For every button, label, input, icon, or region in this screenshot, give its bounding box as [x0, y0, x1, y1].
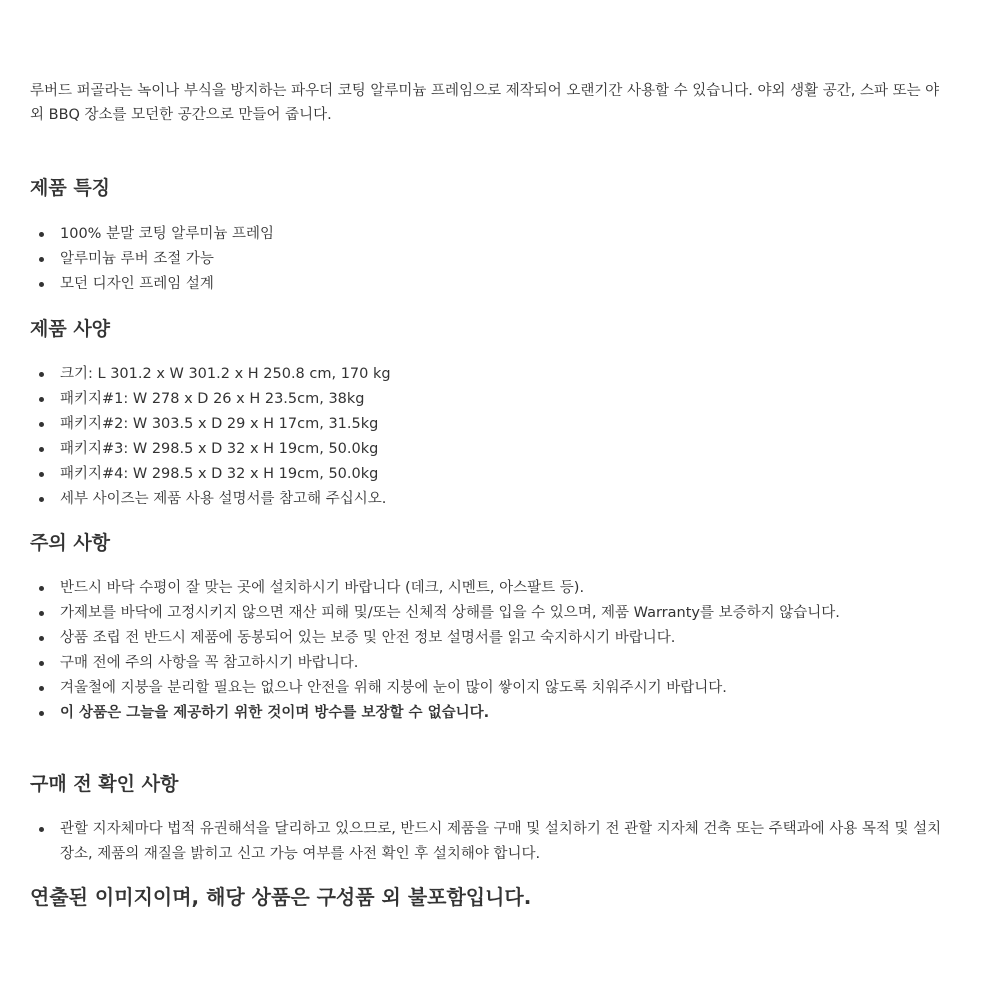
list-item: 모던 디자인 프레임 설계	[30, 272, 945, 297]
features-list	[30, 222, 945, 297]
list-item: 패키지#4: W 298.5 x D 32 x H 19cm, 50.0kg	[30, 462, 945, 487]
list-item: 패키지#1: W 278 x D 26 x H 23.5cm, 38kg	[30, 387, 945, 412]
list-item: 반드시 바닥 수평이 잘 맞는 곳에 설치하시기 바랍니다 (데크, 시멘트, 아스팔트 등).	[30, 576, 945, 601]
intro-paragraph: 루버드 퍼골라는 녹이나 부식을 방지하는 파우더 코팅 알루미늄 프레임으로 제작되어 오랜기간 사용할 수 있습니다. 야외 생활 공간, 스파 또는 야외 BBQ 장소를 모던한 공간으로 만들어 줍니다.	[30, 83, 940, 123]
purchase-check-list	[30, 817, 945, 867]
specs-heading: 제품 사양	[30, 318, 111, 340]
list-item: 구매 전에 주의 사항을 꼭 참고하시기 바랍니다.	[30, 651, 945, 676]
specs-list	[30, 362, 945, 512]
list-item: 패키지#2: W 303.5 x D 29 x H 17cm, 31.5kg	[30, 412, 945, 437]
list-item: 가제보를 바닥에 고정시키지 않으면 재산 피해 및/또는 신체적 상해를 입을 수 있으며, 제품 Warranty를 보증하지 않습니다.	[30, 601, 945, 626]
features-heading: 제품 특징	[30, 177, 111, 199]
list-item: 세부 사이즈는 제품 사용 설명서를 참고해 주십시오.	[30, 487, 945, 512]
list-item: 알루미늄 루버 조절 가능	[30, 247, 945, 272]
footer-note: 연출된 이미지이며, 해당 상품은 구성품 외 불포함입니다.	[30, 885, 532, 909]
list-item-emphasis: 이 상품은 그늘을 제공하기 위한 것이며 방수를 보장할 수 없습니다.	[30, 701, 945, 726]
list-item: 패키지#3: W 298.5 x D 32 x H 19cm, 50.0kg	[30, 437, 945, 462]
cautions-list	[30, 576, 945, 726]
list-item: 크기: L 301.2 x W 301.2 x H 250.8 cm, 170 kg	[30, 362, 945, 387]
purchase-check-heading: 구매 전 확인 사항	[30, 773, 179, 795]
cautions-heading: 주의 사항	[30, 532, 111, 554]
list-item: 100% 분말 코팅 알루미늄 프레임	[30, 222, 945, 247]
list-item: 겨울철에 지붕을 분리할 필요는 없으나 안전을 위해 지붕에 눈이 많이 쌓이지 않도록 치워주시기 바랍니다.	[30, 676, 945, 701]
list-item: 관할 지자체마다 법적 유권해석을 달리하고 있으므로, 반드시 제품을 구매 및 설치하기 전 관할 지자체 건축 또는 주택과에 사용 목적 및 설치 장소, 제품의 재질을 밝히고 신고 가능 여부를 사전 확인 후 설치해야 합니다.	[30, 817, 945, 867]
list-item: 상품 조립 전 반드시 제품에 동봉되어 있는 보증 및 안전 정보 설명서를 읽고 숙지하시기 바랍니다.	[30, 626, 945, 651]
